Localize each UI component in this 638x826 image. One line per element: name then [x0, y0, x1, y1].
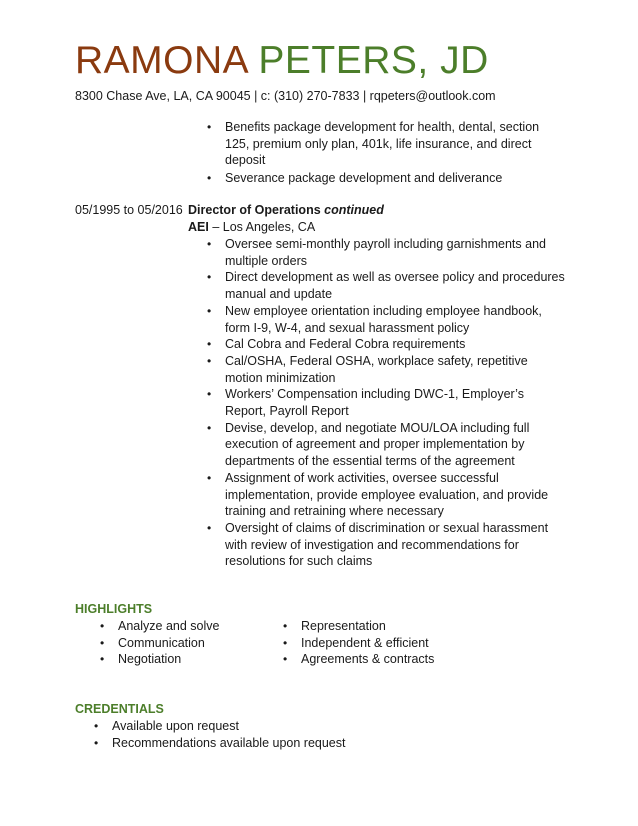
- highlights-column-1: [98, 618, 268, 668]
- list-item: • Communication: [98, 635, 268, 652]
- list-item: • Severance package development and deliverance: [205, 170, 555, 187]
- job-title-text: Director of Operations: [188, 203, 321, 217]
- company-location: Los Angeles, CA: [222, 220, 316, 234]
- continued-bullet-list: [205, 119, 555, 187]
- list-item: • Available upon request: [92, 718, 412, 735]
- list-item: • New employee orientation including employee handbook, form I-9, W-4, and sexual harassment policy: [205, 303, 567, 336]
- job-title-suffix: continued: [324, 203, 384, 217]
- list-item: • Benefits package development for health, dental, section 125, premium only plan, 401k, life insurance, and direct deposit: [205, 119, 555, 169]
- list-item: • Representation: [281, 618, 501, 635]
- list-item: • Cal/OSHA, Federal OSHA, workplace safety, repetitive motion minimization: [205, 353, 567, 386]
- company-line: [188, 220, 315, 234]
- list-item: • Analyze and solve: [98, 618, 268, 635]
- job-dates: 05/1995 to 05/2016: [75, 203, 183, 217]
- list-item: • Oversee semi-monthly payroll including garnishments and multiple orders: [205, 236, 567, 269]
- list-item: • Negotiation: [98, 651, 268, 668]
- last-name: PETERS, JD: [258, 39, 489, 82]
- company-name: AEI: [188, 220, 209, 234]
- list-item: • Oversight of claims of discrimination or sexual harassment with review of investigation and recommendations for resolutions for such claims: [205, 520, 567, 570]
- list-item: • Independent & efficient: [281, 635, 501, 652]
- list-item: • Assignment of work activities, oversee successful implementation, provide employee evaluation, and provide training and retraining where necessary: [205, 470, 567, 520]
- list-item: • Cal Cobra and Federal Cobra requirements: [205, 336, 567, 353]
- highlights-column-2: [281, 618, 501, 668]
- job-bullet-list: [205, 236, 567, 570]
- contact-line: 8300 Chase Ave, LA, CA 90045 | c: (310) 270-7833 | rqpeters@outlook.com: [75, 89, 496, 103]
- list-item: • Recommendations available upon request: [92, 735, 412, 752]
- list-item: • Agreements & contracts: [281, 651, 501, 668]
- highlights-heading: HIGHLIGHTS: [75, 602, 153, 616]
- list-item: • Direct development as well as oversee policy and procedures manual and update: [205, 269, 567, 302]
- list-item: • Workers’ Compensation including DWC-1, Employer’s Report, Payroll Report: [205, 386, 567, 419]
- first-name: RAMONA: [75, 39, 248, 82]
- list-item: • Devise, develop, and negotiate MOU/LOA including full execution of agreement and proper implementation by departments of the essential terms of the agreement: [205, 420, 567, 470]
- credentials-heading: CREDENTIALS: [75, 702, 164, 716]
- credentials-list: [92, 718, 412, 751]
- resume-name: [75, 40, 489, 83]
- company-separator: –: [208, 220, 223, 234]
- job-title: [188, 203, 384, 217]
